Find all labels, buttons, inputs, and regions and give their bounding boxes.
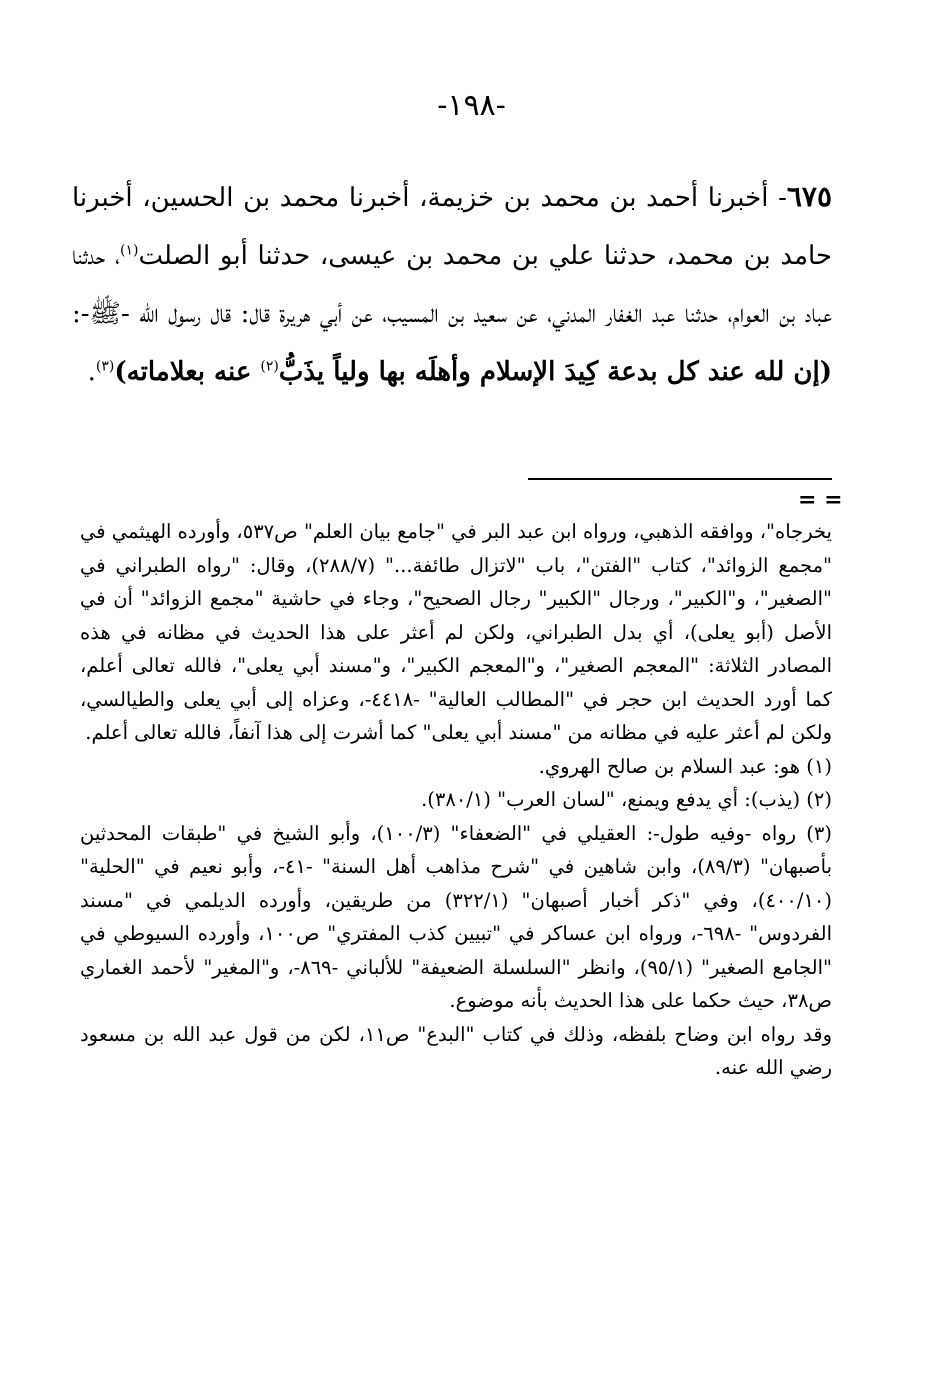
hadith-end: .: [87, 357, 96, 387]
hadith-matn-b: عنه بعلاماته): [114, 357, 261, 387]
footnote-separator: [528, 478, 832, 480]
footnote-ref-1[interactable]: (١): [119, 242, 139, 259]
page-number: -١٩٨-: [437, 88, 506, 123]
hadith-chain: ، حدثنا عباد بن العوام، حدثنا عبد الغفار المدني، عن سعيد بن المسيب، عن أبي هريرة قال: قال رسول الله -ﷺ-:: [72, 241, 832, 329]
hadith-text: [72, 168, 832, 401]
footnote-3: (٣) رواه -وفيه طول-: العقيلي في "الضعفاء" (١٠٠/٣)، وأبو الشيخ في "طبقات المحدثين بأصبهان" (٨٩/٣)، وابن شاهين في "شرح مذاهب أهل السنة" -٤١-، وأبو نعيم في "الحلية" (٤٠٠/١٠)، وفي "ذكر أخبار أصبهان" (٣٢٢/١) من طريقين، وأورده الديلمي في "مسند الفردوس" -٦٩٨-، ورواه ابن عساكر في "تبيين كذب المفتري" ص١٠٠، وأورده السيوطي في "الجامع الصغير" (٩٥/١)، وانظر "السلسلة الضعيفة" للألباني -٨٦٩-، و"المغير" لأحمد الغماري ص٣٨، حيث حكما على هذا الحديث بأنه موضوع.: [80, 821, 833, 1012]
footnotes: [80, 515, 832, 1085]
footnote-ref-3[interactable]: (٣): [95, 358, 115, 375]
hadith-matn-a: (إن لله عند كل بدعة كِيدَ الإسلام وأهلَه بها ولياً يذَبُّ: [278, 357, 832, 387]
footnote-continuation: يخرجاه"، ووافقه الذهبي، ورواه ابن عبد البر في "جامع بيان العلم" ص٥٣٧، وأورده الهيثمي في "مجمع الزوائد"، كتاب "الفتن"، باب "لاتزال طائفة..." (٢٨٨/٧)، وقال: "رواه الطبراني في "الصغير"، و"الكبير"، ورجال "الكبير" رجال الصحيح"، وجاء في حاشية "مجمع الزوائد" أن في الأصل (أبو يعلى)، أي بدل الطبراني، ولكن لم أعثر على هذا الحديث في مظانه في هذه المصادر الثلاثة: "المعجم الصغير"، و"المعجم الكبير"، و"مسند أبي يعلى"، فالله تعالى أعلم، كما أورد الحديث ابن حجر في "المطالب العالية" -٤٤١٨-، وعزاه إلى أبي يعلى والطيالسي، ولكن لم أعثر عليه في مظانه من "مسند أبي يعلى" كما أشرت إلى هذا آنفاً، فالله تعالى أعلم.: [80, 520, 832, 744]
footnote-2: (٢) (يذب): أي يدفع ويمنع، "لسان العرب" (٣٨٠/١).: [421, 788, 832, 811]
footnote-3-addendum: وقد رواه ابن وضاح بلفظه، وذلك في كتاب "البدع" ص١١، لكن من قول عبد الله بن مسعود رضي الله عنه.: [80, 1022, 833, 1079]
footnote-1: (١) هو: عبد السلام بن صالح الهروي.: [538, 754, 832, 778]
footnote-continuation-marker: = =: [798, 487, 843, 513]
hadith-intro: - أخبرنا أحمد بن محمد بن خزيمة، أخبرنا محمد بن الحسين، أخبرنا حامد بن محمد، حدثنا علي بن محمد بن عيسى، حدثنا أبو الصلت: [72, 183, 832, 271]
footnote-ref-2[interactable]: (٢): [260, 358, 279, 375]
hadith-number: ٦٧٥: [786, 180, 832, 213]
